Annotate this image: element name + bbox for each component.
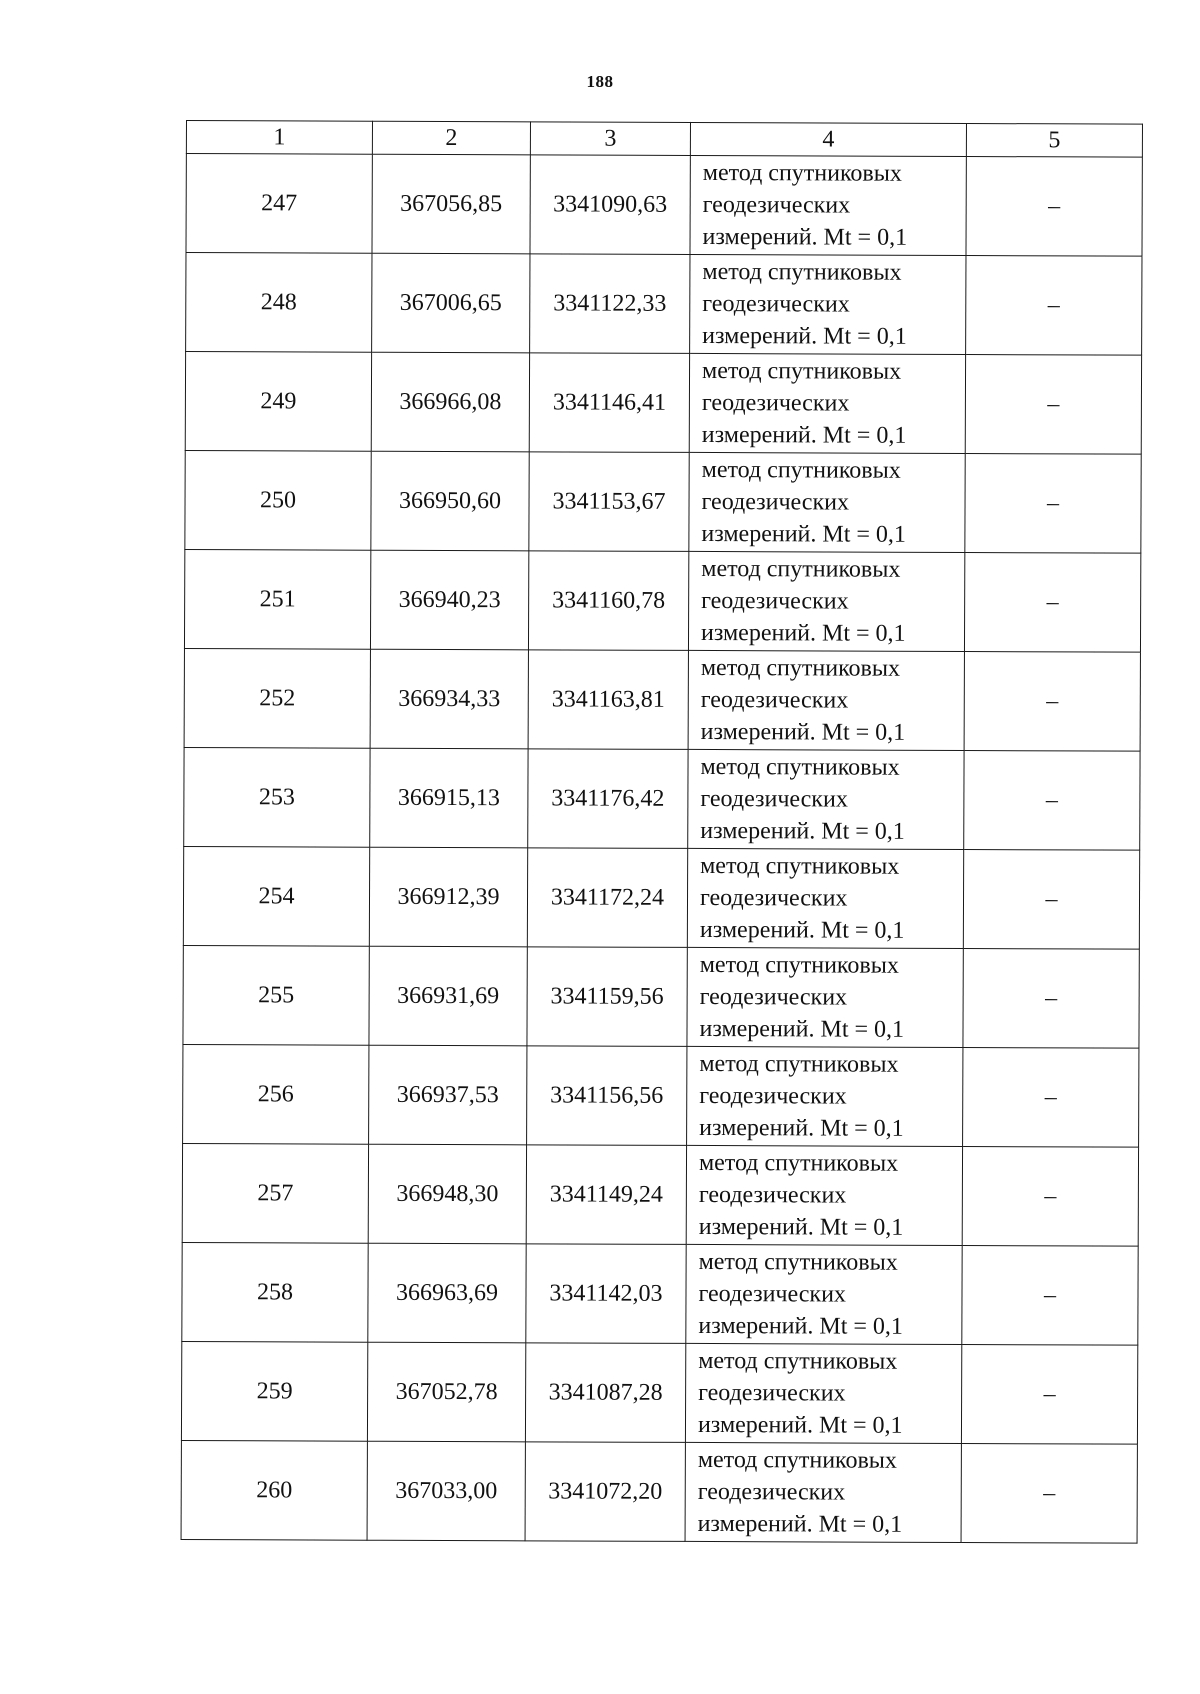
coordinate-x-cell: 367033,00: [367, 1441, 525, 1541]
method-cell: [690, 155, 966, 255]
point-number-cell: 249: [185, 352, 371, 452]
table-row: [186, 154, 1142, 257]
point-number-cell: 247: [186, 154, 372, 254]
coordinate-x-cell: 367056,85: [372, 154, 530, 254]
table-row: [183, 1044, 1139, 1147]
method-text-line: метод спутниковых: [700, 753, 900, 781]
method-text-line: метод спутниковых: [702, 159, 902, 187]
method-cell: [688, 749, 964, 849]
page-number: 188: [586, 72, 614, 91]
method-cell: [687, 848, 963, 948]
column-header-5: 5: [966, 123, 1142, 157]
coordinate-y-cell: 3341142,03: [526, 1244, 686, 1344]
method-text-line: измерений. Mt = 0,1: [698, 1312, 903, 1340]
method-text-line: измерений. Mt = 0,1: [699, 1114, 904, 1142]
point-number-cell: 259: [181, 1341, 367, 1441]
method-text-line: геодезических: [698, 1379, 846, 1407]
note-cell: –: [965, 453, 1141, 553]
method-text-line: измерений. Mt = 0,1: [702, 322, 907, 350]
method-text-line: метод спутниковых: [699, 951, 899, 979]
point-number-cell: 260: [181, 1440, 367, 1540]
method-text-line: метод спутниковых: [701, 555, 901, 583]
coordinate-x-cell: 366948,30: [368, 1144, 526, 1244]
coordinate-y-cell: 3341153,67: [529, 452, 689, 552]
coordinate-x-cell: 366940,23: [370, 550, 528, 650]
note-cell: –: [962, 1146, 1138, 1246]
table-row: [181, 1341, 1137, 1444]
method-text-line: измерений. Mt = 0,1: [702, 223, 908, 251]
coordinate-x-cell: 366931,69: [369, 946, 527, 1046]
point-number-cell: 254: [183, 846, 369, 946]
note-cell: –: [963, 948, 1139, 1048]
coordinate-y-cell: 3341149,24: [526, 1145, 686, 1245]
note-cell: –: [961, 1443, 1137, 1543]
method-cell: [686, 1244, 962, 1344]
method-cell: [688, 650, 964, 750]
table-row: [184, 549, 1140, 652]
column-header-2: 2: [372, 121, 530, 155]
coordinate-y-cell: 3341172,24: [527, 848, 687, 948]
method-text-line: геодезических: [699, 884, 848, 912]
method-text-line: геодезических: [702, 191, 851, 219]
method-text-line: метод спутниковых: [698, 1248, 898, 1276]
coordinate-x-cell: 367006,65: [372, 253, 530, 353]
method-text-line: измерений. Mt = 0,1: [699, 916, 905, 944]
point-number-cell: 258: [182, 1242, 368, 1342]
table-row: [183, 846, 1139, 949]
method-cell: [688, 551, 964, 651]
column-header-1: 1: [186, 121, 372, 155]
point-number-cell: 252: [184, 648, 370, 748]
point-number-cell: 251: [184, 549, 370, 649]
method-text-line: геодезических: [698, 1181, 847, 1209]
table-header-row: [186, 121, 1142, 158]
table-row: [184, 648, 1140, 751]
method-text-line: измерений. Mt = 0,1: [701, 421, 907, 449]
method-text-line: метод спутниковых: [702, 258, 902, 286]
point-number-cell: 248: [186, 253, 372, 353]
point-number-cell: 253: [184, 747, 370, 847]
note-cell: –: [966, 255, 1142, 355]
note-cell: –: [961, 1344, 1137, 1444]
coordinate-y-cell: 3341159,56: [527, 947, 687, 1047]
table-row: [183, 945, 1139, 1048]
table-row: [181, 1440, 1137, 1543]
coordinates-table: [181, 120, 1143, 1544]
method-cell: [690, 254, 966, 354]
method-text-line: геодезических: [701, 389, 850, 417]
coordinate-y-cell: 3341087,28: [525, 1343, 685, 1443]
coordinate-y-cell: 3341176,42: [528, 749, 688, 849]
point-number-cell: 257: [182, 1143, 368, 1243]
note-cell: –: [963, 1047, 1139, 1147]
method-cell: [689, 353, 965, 453]
method-text-line: метод спутниковых: [698, 1149, 899, 1177]
method-text-line: метод спутниковых: [700, 654, 901, 682]
coordinate-x-cell: 366966,08: [371, 352, 529, 452]
point-number-cell: 255: [183, 945, 369, 1045]
method-text-line: измерений. Mt = 0,1: [697, 1510, 903, 1538]
method-cell: [685, 1442, 961, 1542]
method-text-line: измерений. Mt = 0,1: [698, 1213, 904, 1241]
note-cell: –: [964, 651, 1140, 751]
point-number-cell: 256: [183, 1044, 369, 1144]
column-header-4: 4: [690, 122, 966, 156]
coordinate-y-cell: 3341146,41: [529, 353, 689, 453]
method-cell: [687, 1046, 963, 1146]
note-cell: –: [963, 849, 1139, 949]
method-text-line: геодезических: [701, 587, 849, 615]
method-text-line: геодезических: [699, 983, 848, 1011]
method-text-line: геодезических: [699, 1082, 847, 1110]
method-text-line: измерений. Mt = 0,1: [700, 817, 905, 845]
method-text-line: измерений. Mt = 0,1: [700, 718, 906, 746]
method-text-line: геодезических: [700, 785, 848, 813]
coordinate-y-cell: 3341156,56: [527, 1046, 687, 1146]
table-row: [185, 450, 1141, 553]
column-header-3: 3: [530, 122, 690, 156]
point-number-cell: 250: [185, 450, 371, 550]
method-cell: [685, 1343, 961, 1443]
table-row: [184, 747, 1140, 850]
coordinate-x-cell: 366937,53: [369, 1045, 527, 1145]
coordinate-y-cell: 3341160,78: [528, 551, 688, 651]
method-cell: [687, 947, 963, 1047]
method-text-line: метод спутниковых: [701, 456, 901, 484]
method-text-line: геодезических: [701, 488, 850, 516]
coordinate-x-cell: 366950,60: [371, 451, 529, 551]
method-text-line: геодезических: [698, 1280, 846, 1308]
method-text-line: метод спутниковых: [698, 1347, 898, 1375]
table-row: [186, 253, 1142, 356]
method-cell: [686, 1145, 962, 1245]
method-text-line: метод спутниковых: [697, 1446, 898, 1474]
method-text-line: метод спутниковых: [700, 852, 900, 880]
coordinate-x-cell: 366912,39: [369, 847, 527, 947]
note-cell: –: [964, 750, 1140, 850]
method-text-line: метод спутниковых: [699, 1050, 899, 1078]
table-body: [181, 154, 1142, 1544]
coordinate-y-cell: 3341090,63: [530, 155, 690, 255]
method-text-line: измерений. Mt = 0,1: [700, 619, 906, 647]
coordinate-x-cell: 367052,78: [367, 1342, 525, 1442]
note-cell: –: [964, 552, 1140, 652]
table-row: [182, 1242, 1138, 1345]
method-text-line: метод спутниковых: [701, 357, 902, 385]
method-text-line: геодезических: [702, 290, 850, 318]
method-cell: [689, 452, 965, 552]
coordinate-x-cell: 366934,33: [370, 649, 528, 749]
coordinate-y-cell: 3341072,20: [525, 1442, 685, 1542]
table-row: [185, 352, 1141, 455]
coordinate-x-cell: 366963,69: [368, 1243, 526, 1343]
method-text-line: измерений. Mt = 0,1: [699, 1015, 905, 1043]
coordinate-y-cell: 3341122,33: [530, 254, 690, 354]
method-text-line: измерений. Mt = 0,1: [697, 1411, 903, 1439]
coordinate-x-cell: 366915,13: [370, 748, 528, 848]
method-text-line: измерений. Mt = 0,1: [701, 520, 907, 548]
method-text-line: геодезических: [700, 686, 849, 714]
method-text-line: геодезических: [697, 1478, 846, 1506]
coordinate-y-cell: 3341163,81: [528, 650, 688, 750]
note-cell: –: [962, 1245, 1138, 1345]
note-cell: –: [965, 354, 1141, 454]
note-cell: –: [966, 156, 1142, 256]
table-row: [182, 1143, 1138, 1246]
